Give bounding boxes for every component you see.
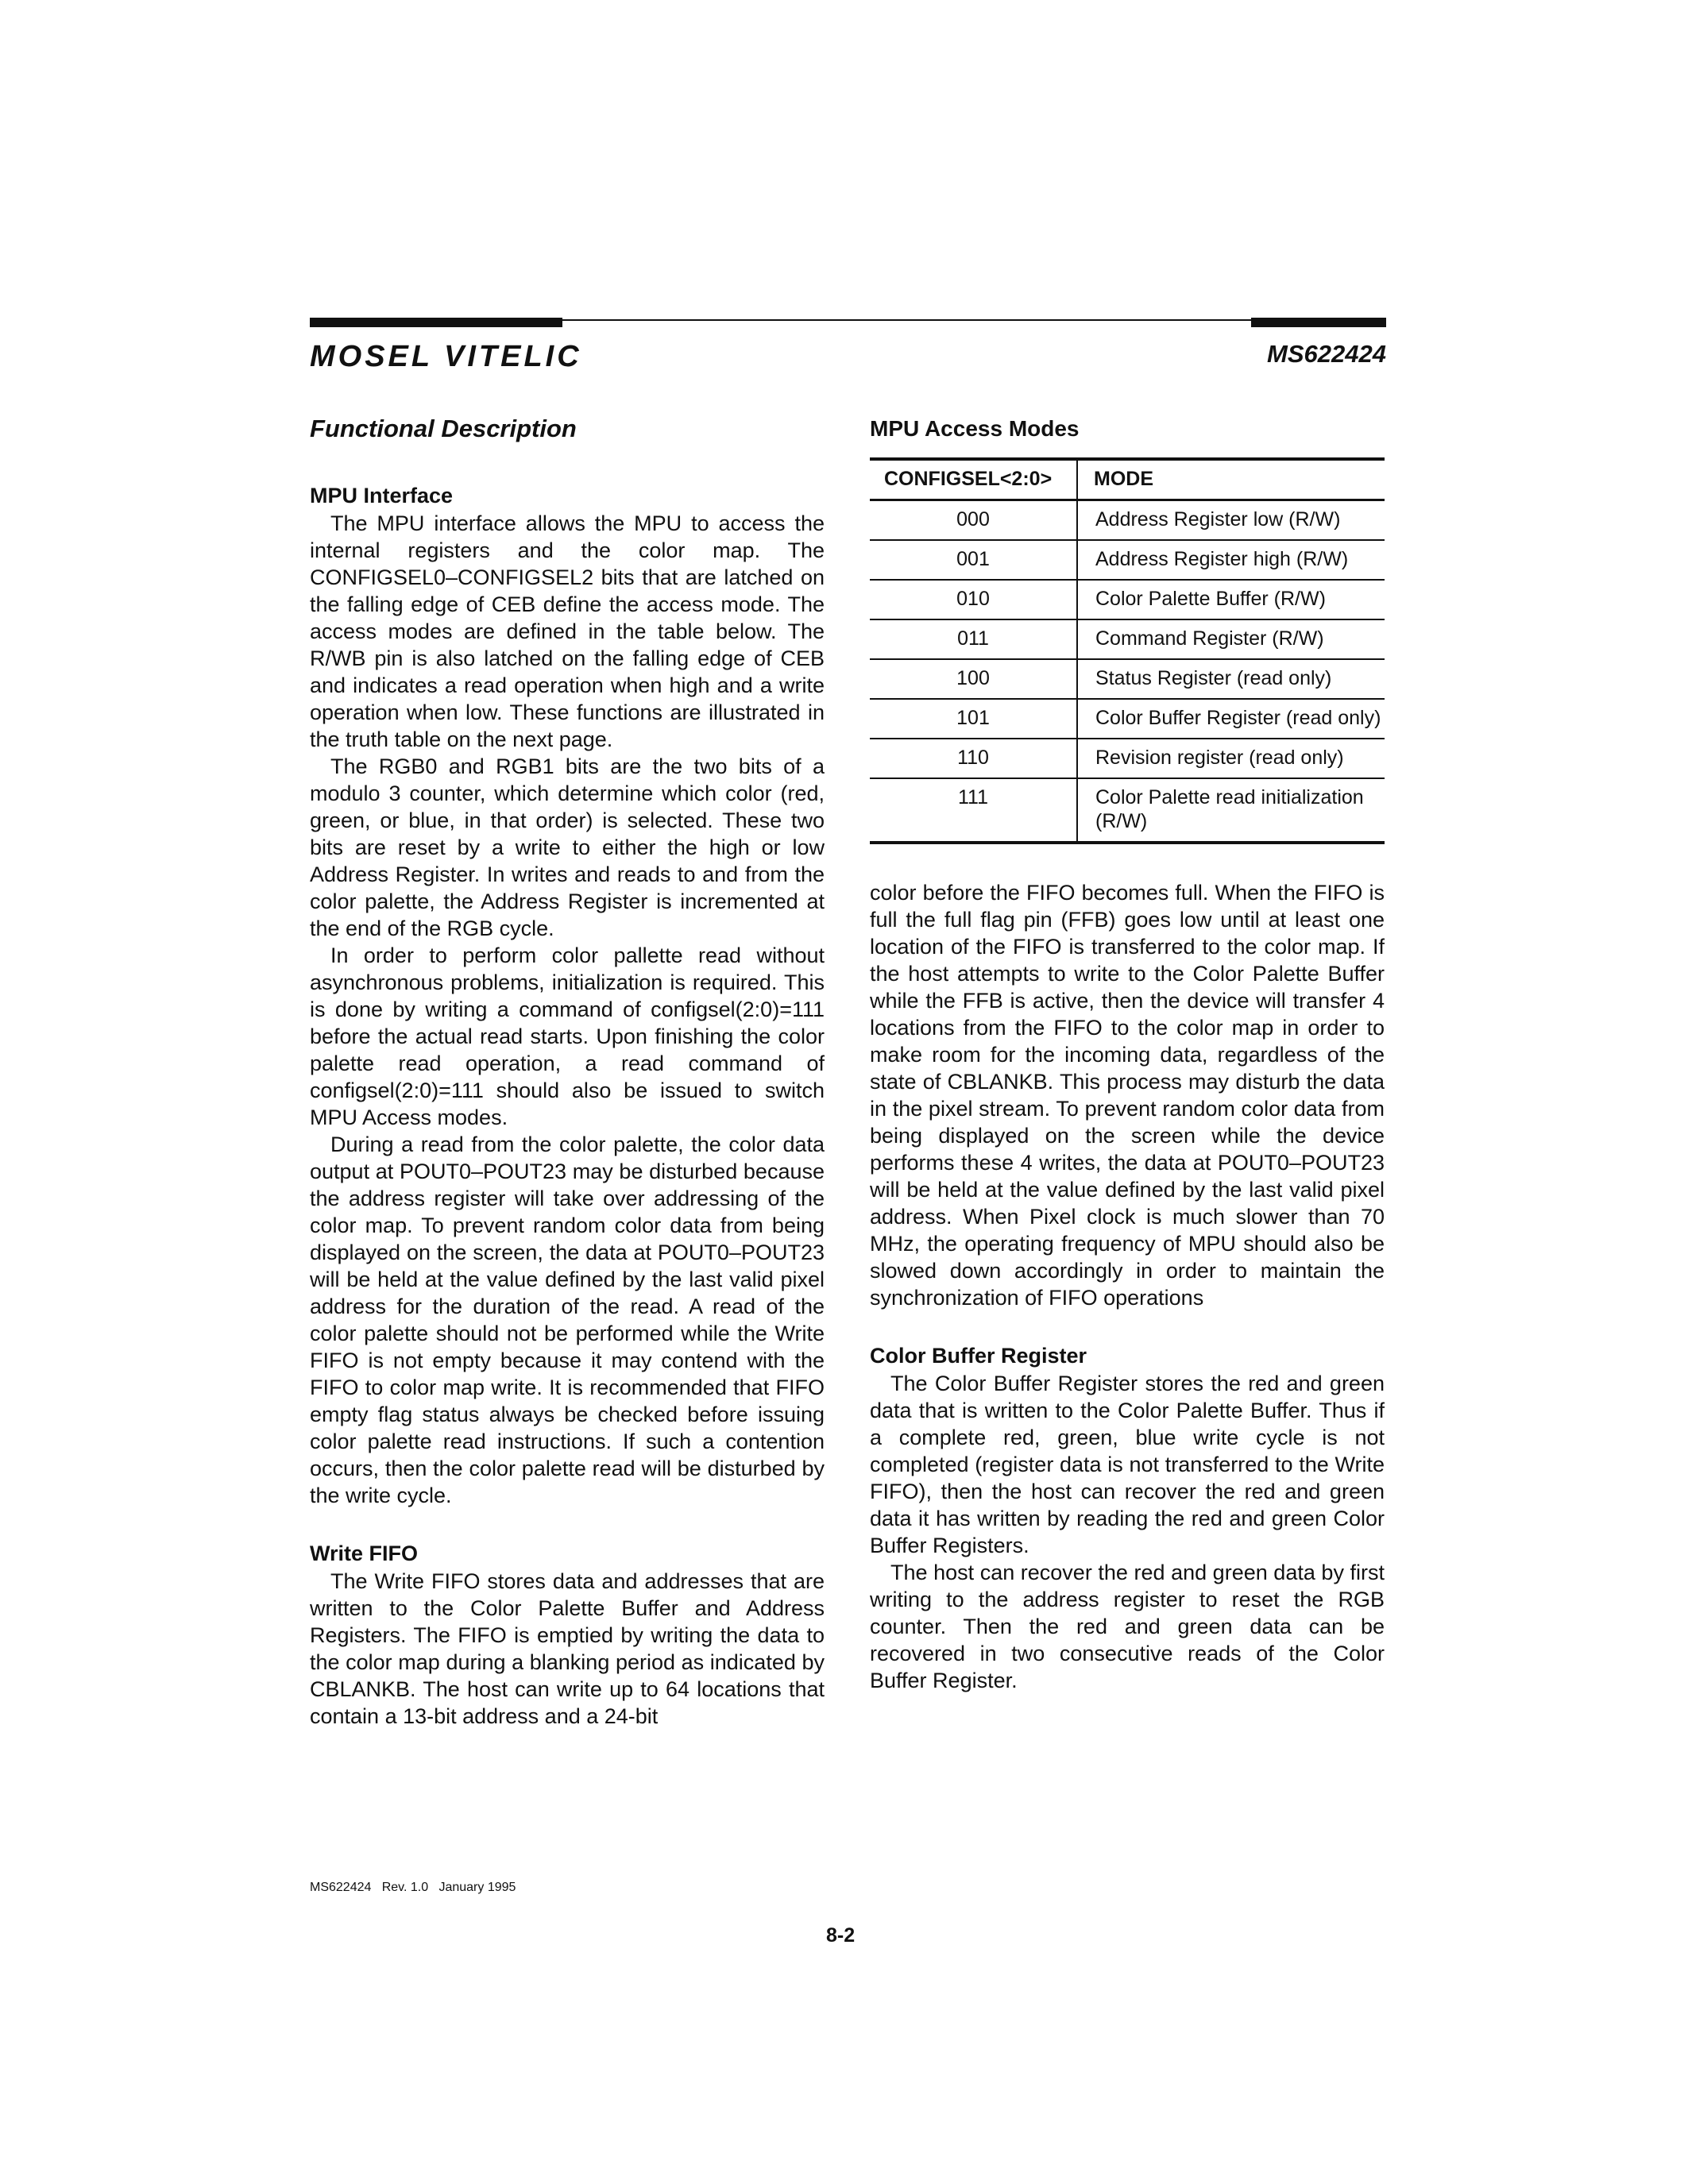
configsel-code: 111 xyxy=(870,778,1077,843)
left-column xyxy=(310,413,825,1730)
table-row xyxy=(870,778,1385,843)
company-name: MOSEL VITELIC xyxy=(310,340,582,373)
table-row xyxy=(870,500,1385,541)
mode-description: Color Palette Buffer (R/W) xyxy=(1077,580,1385,619)
color-buffer-paragraph: The host can recover the red and green data by first writing to the address register to reset the RGB counter. Then the red and green data can be recovered in two consecutive reads of the Color Buffer Register. xyxy=(870,1561,1385,1692)
color-buffer-paragraph: The Color Buffer Register stores the red and green data that is written to the Color Palette Buffer. Thus if a complete red, green, blue write cycle is not completed (register data is not transferred to the Write FIFO), then the host can recover the red and green data it has written by reading the red and green Color Buffer Registers. xyxy=(870,1372,1385,1557)
color-buffer-heading: Color Buffer Register xyxy=(870,1344,1087,1368)
mode-description: Address Register high (R/W) xyxy=(1077,540,1385,580)
mpu-interface-paragraph: The RGB0 and RGB1 bits are the two bits of a modulo 3 counter, which determine which color (red, green, or blue, in that order) is selected. These two bits are reset by a write to either the high or low Address Register. In writes and reads to and from the color palette, the Address Register is incremented at the end of the RGB cycle. xyxy=(310,754,825,940)
mode-description: Color Buffer Register (read only) xyxy=(1077,699,1385,739)
revision-info: MS622424 Rev. 1.0 January 1995 xyxy=(310,1881,516,1894)
mpu-interface-paragraph: During a read from the color palette, the color data output at POUT0–POUT23 may be disturbed because the address register will take over addressing of the color map. To prevent random color data from being displayed on the screen, the data at POUT0–POUT23 will be held at the value defined by the last valid pixel address for the duration of the read. A read of the color palette should not be performed while the Write FIFO is not empty because it may contend with the FIFO to color map write. It is recommended that FIFO empty flag status always be checked before issuing color palette read instructions. If such a contention occurs, then the color palette read will be disturbed by the write cycle. xyxy=(310,1133,825,1507)
page-number: 8-2 xyxy=(826,1924,856,1947)
column-header-mode: MODE xyxy=(1077,459,1385,500)
table-row xyxy=(870,619,1385,659)
write-fifo-heading: Write FIFO xyxy=(310,1542,419,1565)
header-rule-middle xyxy=(562,319,1251,321)
table-row xyxy=(870,540,1385,580)
configsel-code: 011 xyxy=(870,619,1077,659)
table-row xyxy=(870,699,1385,739)
mpu-interface-paragraph: In order to perform color pallette read without asynchronous problems, initialization is required. This is done by writing a command of configsel(2:0)=111 before the actual read starts. Upon finishing the color palette read operation, a read command of configsel(2:0)=111 should also be issued to switch MPU Access modes. xyxy=(310,943,825,1129)
configsel-code: 000 xyxy=(870,500,1077,541)
mode-description: Color Palette read initialization (R/W) xyxy=(1077,778,1385,843)
write-fifo-continued-paragraph: color before the FIFO becomes full. When the FIFO is full the full flag pin (FFB) goes low until at least one location of the FIFO is transferred to the color map. If the host attempts to write to the Color Palette Buffer while the FFB is active, then the device will transfer 4 locations from the FIFO to the color map in order to make room for the incoming data, regardless of the state of CBLANKB. This process may disturb the data in the pixel stream. To prevent random color data from being displayed on the screen while the device performs these 4 writes, the data at POUT0–POUT23 will be held at the value defined by the last valid pixel address. When Pixel clock is much slower than 70 MHz, the operating frequency of MPU should also be slowed down accordingly in order to maintain the synchronization of FIFO operations xyxy=(870,881,1385,1310)
header-rule-right xyxy=(1251,318,1386,327)
header-rule-left xyxy=(310,318,562,327)
table-row xyxy=(870,580,1385,619)
mpu-interface-paragraph: The MPU interface allows the MPU to access the internal registers and the color map. The CONFIGSEL0–CONFIGSEL2 bits that are latched on the falling edge of CEB define the access mode. The access modes are defined in the table below. The R/WB pin is also latched on the falling edge of CEB and indicates a read operation when high and a write operation when low. These functions are illustrated in the truth table on the next page. xyxy=(310,511,825,751)
configsel-code: 010 xyxy=(870,580,1077,619)
table-row xyxy=(870,739,1385,778)
column-header-configsel: CONFIGSEL<2:0> xyxy=(870,459,1077,500)
configsel-code: 001 xyxy=(870,540,1077,580)
configsel-code: 100 xyxy=(870,659,1077,699)
write-fifo-paragraph: The Write FIFO stores data and addresses that are written to the Color Palette Buffer and Address Registers. The FIFO is emptied by writing the data to the color map during a blanking period as indicated by CBLANKB. The host can write up to 64 locations that contain a 13-bit address and a 24-bit xyxy=(310,1569,825,1728)
mode-description: Revision register (read only) xyxy=(1077,739,1385,778)
table-header-row xyxy=(870,459,1385,500)
part-number: MS622424 xyxy=(1267,340,1386,368)
section-title: Functional Description xyxy=(310,415,577,442)
table-row xyxy=(870,659,1385,699)
mode-description: Address Register low (R/W) xyxy=(1077,500,1385,541)
configsel-code: 110 xyxy=(870,739,1077,778)
mode-description: Command Register (R/W) xyxy=(1077,619,1385,659)
mpu-interface-heading: MPU Interface xyxy=(310,484,454,507)
mode-description: Status Register (read only) xyxy=(1077,659,1385,699)
mpu-access-modes-table xyxy=(870,457,1385,844)
right-column xyxy=(870,413,1385,1694)
table-title: MPU Access Modes xyxy=(870,416,1080,441)
configsel-code: 101 xyxy=(870,699,1077,739)
